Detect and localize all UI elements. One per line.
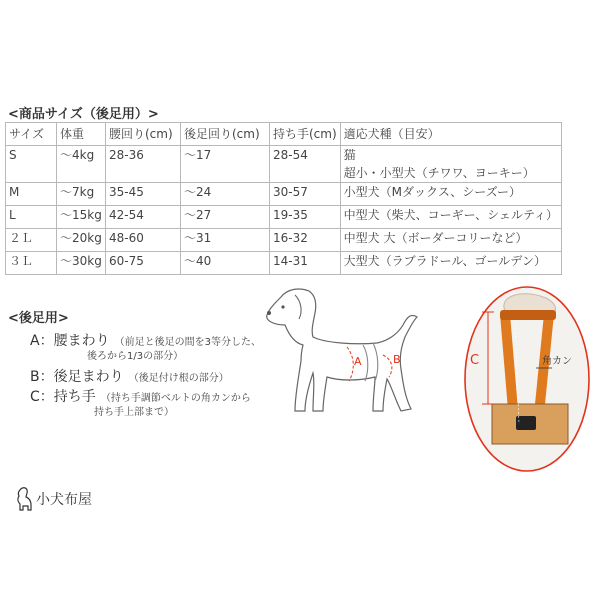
label-b: B — [393, 353, 401, 366]
col-header-leg: 後足回り(cm) — [181, 123, 270, 146]
cell-breed: 大型犬（ラブラドール、ゴールデン） — [340, 252, 561, 275]
col-header-breed: 適応犬種（目安） — [340, 123, 561, 146]
table-row — [6, 229, 562, 252]
cell-weight: ～30kg — [57, 252, 106, 275]
cell-weight: ～4kg — [57, 146, 106, 183]
cell-breed — [340, 146, 561, 183]
cell-leg: ～40 — [181, 252, 270, 275]
legend-c-note: 持ち手上部まで） — [94, 407, 174, 418]
col-header-waist: 腰回り(cm) — [106, 123, 181, 146]
legend-item-b — [30, 366, 229, 386]
cell-waist: 35-45 — [106, 183, 181, 206]
legend-a-label: A：腰まわり — [30, 333, 110, 349]
size-table — [5, 122, 562, 275]
cell-size: L — [6, 206, 57, 229]
cell-handle: 28-54 — [270, 146, 341, 183]
cell-waist: 60-75 — [106, 252, 181, 275]
legend-c-label: C：持ち手 — [30, 389, 96, 405]
cell-leg: ～31 — [181, 229, 270, 252]
table-row — [6, 146, 562, 183]
cell-leg: ～27 — [181, 206, 270, 229]
cell-breed: 小型犬（Mダックス、シーズー） — [340, 183, 561, 206]
legend-a-note: （前足と後足の間を3等分した、 — [114, 337, 262, 348]
table-row — [6, 252, 562, 275]
cell-breed: 中型犬（柴犬、コーギー、シェルティ） — [340, 206, 561, 229]
dog-diagram — [255, 285, 435, 445]
cell-handle: 30-57 — [270, 183, 341, 206]
cell-weight: ～20kg — [57, 229, 106, 252]
cell-handle: 19-35 — [270, 206, 341, 229]
col-header-weight: 体重 — [57, 123, 106, 146]
cell-waist: 48-60 — [106, 229, 181, 252]
legend-a-note: 後ろから1/3の部分） — [87, 351, 184, 362]
label-c: C — [470, 353, 480, 368]
dog-logo-icon — [14, 486, 34, 512]
brand-logo — [14, 484, 114, 514]
cell-size: M — [6, 183, 57, 206]
legend-title: <後足用> — [8, 311, 69, 326]
buckle — [516, 416, 536, 430]
harness-grip — [500, 310, 556, 320]
cell-size: ２Ｌ — [6, 229, 57, 252]
cell-weight: ～7kg — [57, 183, 106, 206]
brand-name: 小犬布屋 — [36, 492, 92, 508]
legend-b-note: （後足付け根の部分） — [128, 373, 229, 384]
legend-c-note: （持ち手調節ベルトの角カンから — [100, 393, 251, 404]
table-row — [6, 206, 562, 229]
cell-waist: 28-36 — [106, 146, 181, 183]
cell-handle: 16-32 — [270, 229, 341, 252]
cell-leg: ～17 — [181, 146, 270, 183]
breed-line: 猫 — [343, 148, 356, 162]
col-header-size: サイズ — [6, 123, 57, 146]
label-a: A — [354, 355, 362, 368]
dog-eye — [281, 305, 284, 308]
dog-nose — [267, 311, 271, 315]
page-title: <商品サイズ（後足用）> — [8, 107, 159, 122]
cell-breed: 中型犬 大（ボーダーコリーなど） — [340, 229, 561, 252]
table-row — [6, 183, 562, 206]
cell-size: ３Ｌ — [6, 252, 57, 275]
cell-weight: ～15kg — [57, 206, 106, 229]
cell-handle: 14-31 — [270, 252, 341, 275]
col-header-handle: 持ち手(cm) — [270, 123, 341, 146]
cell-waist: 42-54 — [106, 206, 181, 229]
legend-b-label: B：後足まわり — [30, 369, 124, 385]
legend-item-c — [30, 386, 251, 418]
breed-line: 超小・小型犬（チワワ、ヨーキー） — [343, 166, 535, 180]
dog-outline — [267, 289, 417, 411]
handle-detail — [462, 284, 592, 474]
cell-leg: ～24 — [181, 183, 270, 206]
legend-item-a — [30, 330, 262, 362]
ring-label: 角カン — [542, 356, 572, 367]
table-header-row — [6, 123, 562, 146]
cell-size: S — [6, 146, 57, 183]
